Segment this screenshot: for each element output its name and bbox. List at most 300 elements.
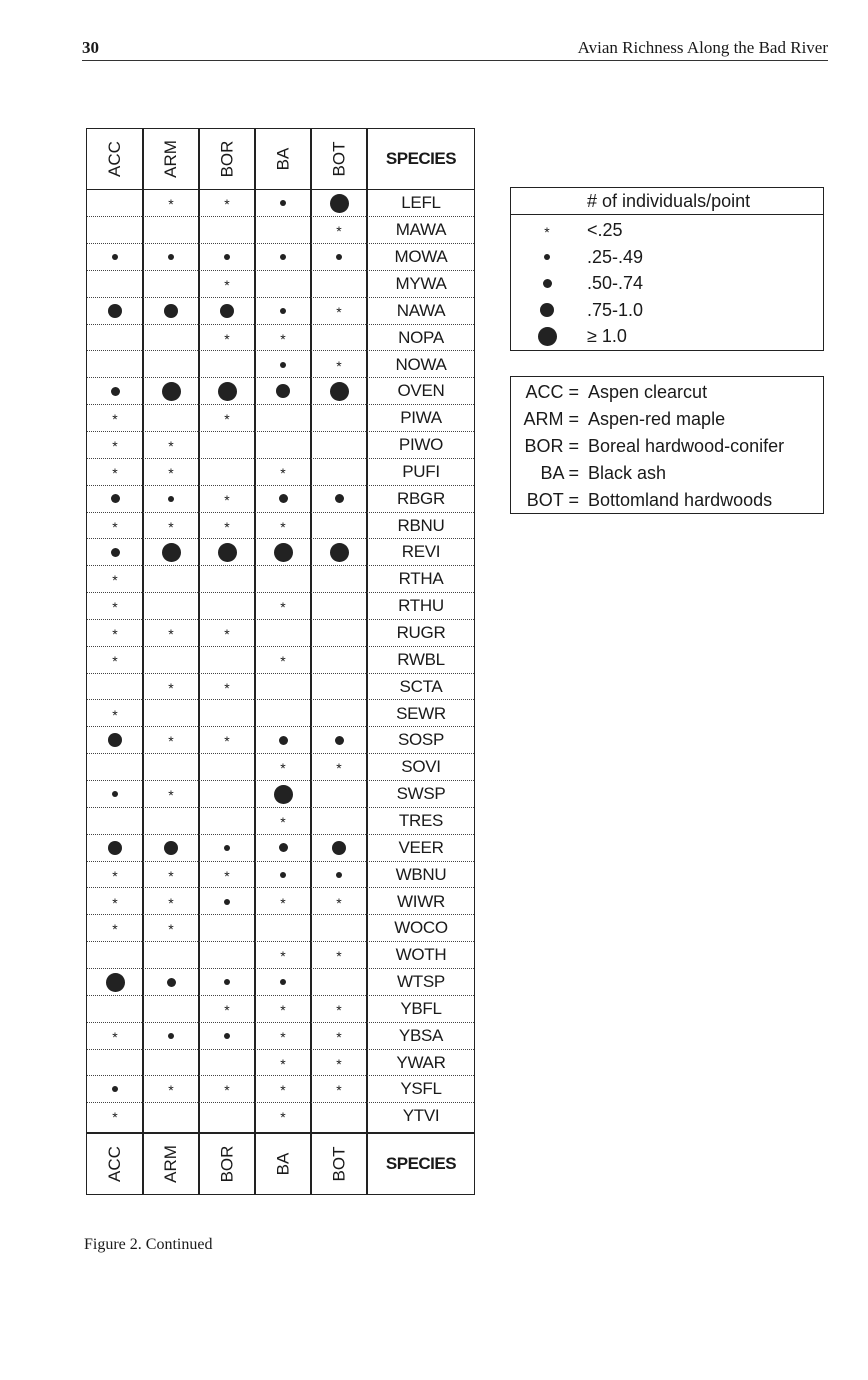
abundance-star: * — [336, 223, 342, 240]
table-cell-bot — [311, 217, 367, 244]
table-cell-bor — [199, 1076, 255, 1103]
table-cell-bor — [199, 485, 255, 512]
table-cell-bot — [311, 405, 367, 432]
table-cell-arm — [143, 942, 199, 969]
legend-label: <.25 — [587, 220, 623, 240]
footer-col-arm — [143, 1134, 199, 1194]
table-cell-bor — [199, 459, 255, 486]
table-cell-bot — [311, 485, 367, 512]
abundance-star: * — [336, 1028, 342, 1045]
table-cell-arm — [143, 673, 199, 700]
legend-label: .25-.49 — [587, 246, 644, 267]
table-cell-ba — [255, 888, 311, 915]
table-cell-ba — [255, 808, 311, 835]
table-cell-arm — [143, 190, 199, 217]
table-cell-ba — [255, 405, 311, 432]
running-title: Avian Richness Along the Bad River — [577, 38, 828, 57]
abundance-star: * — [280, 464, 286, 481]
legend-label: .50-.74 — [587, 273, 644, 293]
table-cell-ba — [255, 942, 311, 969]
table-cell-arm — [143, 217, 199, 244]
table-cell-ba — [255, 217, 311, 244]
abundance-dot-m — [335, 736, 344, 745]
legend-row — [511, 323, 823, 350]
abundance-star: * — [224, 196, 230, 213]
table-cell-bor — [199, 942, 255, 969]
table-cell-acc — [87, 351, 143, 378]
table-cell-arm — [143, 727, 199, 754]
table-cell-ba — [255, 834, 311, 861]
abundance-star: * — [112, 518, 118, 535]
header-col-label: ACC — [105, 141, 124, 177]
header-col-bor — [199, 129, 255, 189]
abundance-star: * — [336, 357, 342, 374]
legend-row — [511, 297, 823, 324]
table-cell-ba — [255, 593, 311, 620]
abundance-star: * — [224, 626, 230, 643]
table-cell-acc — [87, 1076, 143, 1103]
footer-col-bor — [199, 1134, 255, 1194]
footer-col-label: BA — [273, 1152, 292, 1176]
running-head — [82, 38, 828, 60]
table-cell-acc — [87, 432, 143, 459]
abundance-star: * — [112, 599, 118, 616]
table-cell-acc — [87, 969, 143, 996]
table-cell-bor — [199, 646, 255, 673]
abundance-star: * — [112, 894, 118, 911]
species-code: LEFL — [401, 193, 441, 213]
abundance-star: * — [336, 948, 342, 965]
table-cell-arm — [143, 969, 199, 996]
abundance-dot-m — [279, 843, 288, 852]
table-cell-ba — [255, 1076, 311, 1103]
abundance-star: * — [168, 787, 174, 804]
abundance-dot-s — [112, 254, 118, 260]
abundance-dot-l — [108, 733, 122, 747]
abundance-star: * — [168, 894, 174, 911]
table-cell-acc — [87, 620, 143, 647]
table-cell-bot — [311, 539, 367, 566]
abundance-star: * — [224, 518, 230, 535]
table-cell-arm — [143, 1076, 199, 1103]
abundance-dot-s — [224, 899, 230, 905]
table-cell-bot — [311, 297, 367, 324]
species-code: YWAR — [396, 1052, 446, 1072]
table-cell-bot — [311, 834, 367, 861]
abundance-dot-s — [336, 254, 342, 260]
table-cell-ba — [255, 271, 311, 298]
legend-row — [511, 270, 823, 297]
header-col-acc — [87, 129, 143, 189]
table-cell-arm — [143, 915, 199, 942]
table-cell-acc — [87, 646, 143, 673]
abundance-dot-s — [224, 845, 230, 851]
abbreviation-code: BOT = — [526, 490, 579, 510]
abbreviation-definition: Aspen-red maple — [588, 409, 726, 429]
species-code: NOWA — [395, 354, 447, 374]
abundance-star: * — [280, 813, 286, 830]
abbreviation-row — [511, 460, 823, 487]
abundance-star: * — [280, 599, 286, 616]
species-code: WIWR — [397, 891, 445, 911]
abbreviation-code: ACC = — [525, 382, 579, 402]
abbreviation-definition: Boreal hardwood-conifer — [588, 436, 785, 456]
table-cell-arm — [143, 566, 199, 593]
table-cell-bor — [199, 297, 255, 324]
abundance-star: * — [168, 518, 174, 535]
abbreviation-row — [511, 406, 823, 433]
abundance-dot-s — [280, 308, 286, 314]
abundance-star: * — [112, 1028, 118, 1045]
table-cell-bor — [199, 861, 255, 888]
table-cell-acc — [87, 271, 143, 298]
table-cell-acc — [87, 861, 143, 888]
table-cell-bot — [311, 620, 367, 647]
abundance-star: * — [224, 276, 230, 293]
species-code: WTSP — [397, 972, 445, 992]
table-cell-bor — [199, 244, 255, 271]
species-code: NAWA — [396, 300, 446, 320]
species-code: MOWA — [394, 247, 448, 267]
header-col-ba — [255, 129, 311, 189]
abundance-star: * — [168, 679, 174, 696]
legend-dot-xl — [538, 327, 557, 346]
abundance-dot-s — [336, 872, 342, 878]
abundance-star: * — [280, 1055, 286, 1072]
table-cell-arm — [143, 324, 199, 351]
table-cell-bor — [199, 834, 255, 861]
header-rule — [82, 60, 828, 61]
table-cell-ba — [255, 539, 311, 566]
abundance-dot-s — [280, 254, 286, 260]
table-cell-bot — [311, 942, 367, 969]
species-code: PIWO — [398, 435, 444, 455]
table-cell-acc — [87, 566, 143, 593]
abundance-star: * — [168, 626, 174, 643]
header-col-arm — [143, 129, 199, 189]
species-code: RTHU — [398, 596, 444, 616]
table-cell-acc — [87, 808, 143, 835]
footer-col-label: ARM — [161, 1145, 180, 1183]
abundance-dot-s — [280, 362, 286, 368]
table-cell-ba — [255, 1049, 311, 1076]
abundance-dot-xl — [274, 543, 293, 562]
species-code: SOVI — [401, 757, 441, 777]
abundance-star: * — [112, 867, 118, 884]
abundance-star: * — [224, 867, 230, 884]
table-cell-bor — [199, 754, 255, 781]
table-cell-ba — [255, 1103, 311, 1130]
table-cell-arm — [143, 646, 199, 673]
table-cell-acc — [87, 834, 143, 861]
abundance-star: * — [168, 196, 174, 213]
table-cell-arm — [143, 378, 199, 405]
table-cell-acc — [87, 754, 143, 781]
table-cell-bor — [199, 566, 255, 593]
table-cell-arm — [143, 432, 199, 459]
species-code: YSFL — [400, 1079, 442, 1099]
abundance-star: * — [224, 1082, 230, 1099]
table-cell-arm — [143, 512, 199, 539]
abundance-dot-xl — [218, 382, 237, 401]
abbreviation-definition: Black ash — [588, 463, 667, 483]
legend-label: ≥ 1.0 — [587, 326, 627, 346]
table-cell-ba — [255, 351, 311, 378]
table-cell-arm — [143, 1103, 199, 1130]
table-cell-ba — [255, 700, 311, 727]
table-cell-ba — [255, 915, 311, 942]
abundance-dot-s — [168, 496, 174, 502]
table-cell-bor — [199, 512, 255, 539]
table-cell-bor — [199, 620, 255, 647]
table-cell-bot — [311, 432, 367, 459]
table-cell-arm — [143, 808, 199, 835]
table-cell-acc — [87, 888, 143, 915]
abundance-dot-s — [112, 791, 118, 797]
table-cell-acc — [87, 244, 143, 271]
abundance-dot-l — [220, 304, 234, 318]
abundance-star: * — [168, 867, 174, 884]
footer-col-label: BOT — [328, 1146, 348, 1182]
table-cell-bot — [311, 808, 367, 835]
table-cell-acc — [87, 485, 143, 512]
table-cell-bor — [199, 1103, 255, 1130]
header-col-label: BOT — [328, 141, 348, 177]
abundance-dot-xl — [162, 543, 181, 562]
table-cell-bot — [311, 244, 367, 271]
legend-dot-m — [543, 279, 552, 288]
abundance-star: * — [280, 1109, 286, 1126]
species-code: REVI — [401, 542, 441, 562]
table-cell-arm — [143, 539, 199, 566]
abbreviation-definition: Aspen clearcut — [588, 382, 708, 402]
table-cell-bot — [311, 700, 367, 727]
abbreviation-row — [511, 487, 823, 514]
table-cell-acc — [87, 1103, 143, 1130]
abundance-dot-l — [332, 841, 346, 855]
species-code: MYWA — [395, 273, 447, 293]
table-cell-bot — [311, 781, 367, 808]
table-cell-bor — [199, 1049, 255, 1076]
legend-symbol — [531, 323, 563, 350]
abundance-star: * — [224, 1001, 230, 1018]
legend-dot-s — [544, 254, 550, 260]
abundance-star: * — [280, 760, 286, 777]
abundance-dot-s — [224, 979, 230, 985]
table-cell-bot — [311, 754, 367, 781]
table-cell-ba — [255, 485, 311, 512]
species-code: MAWA — [395, 220, 447, 240]
abundance-dot-s — [280, 872, 286, 878]
species-code: VEER — [398, 837, 444, 857]
table-cell-bot — [311, 727, 367, 754]
species-code: OVEN — [397, 381, 445, 401]
table-cell-acc — [87, 673, 143, 700]
table-cell-acc — [87, 378, 143, 405]
abundance-dot-s — [280, 979, 286, 985]
species-code: WOCO — [394, 918, 448, 938]
abundance-star: * — [280, 1001, 286, 1018]
species-code: PIWA — [400, 408, 442, 428]
legend-symbol — [531, 244, 563, 271]
footer-col-ba — [255, 1134, 311, 1194]
table-cell-bor — [199, 969, 255, 996]
table-cell-ba — [255, 673, 311, 700]
abundance-star: * — [280, 518, 286, 535]
abbreviation-definition: Bottomland hardwoods — [588, 490, 773, 510]
species-code: RTHA — [398, 569, 444, 589]
table-cell-bor — [199, 673, 255, 700]
table-cell-arm — [143, 351, 199, 378]
abundance-dot-xl — [162, 382, 181, 401]
species-code: SCTA — [399, 676, 443, 696]
legend-row — [511, 217, 823, 244]
abundance-dot-l — [164, 304, 178, 318]
table-cell-arm — [143, 1022, 199, 1049]
abundance-legend-title: # of individuals/point — [511, 188, 823, 215]
table-cell-acc — [87, 781, 143, 808]
table-cell-acc — [87, 593, 143, 620]
page-number: 30 — [82, 38, 99, 57]
table-cell-ba — [255, 754, 311, 781]
abundance-dot-s — [168, 1033, 174, 1039]
table-cell-ba — [255, 378, 311, 405]
table-cell-acc — [87, 942, 143, 969]
table-cell-ba — [255, 646, 311, 673]
table-cell-bor — [199, 324, 255, 351]
table-cell-arm — [143, 620, 199, 647]
footer-col-label: BOR — [217, 1145, 236, 1183]
table-cell-arm — [143, 1049, 199, 1076]
abundance-star: * — [280, 330, 286, 347]
table-cell-bor — [199, 781, 255, 808]
abundance-dot-xl — [330, 382, 349, 401]
species-code: TRES — [398, 810, 444, 830]
abundance-star: * — [168, 1082, 174, 1099]
table-cell-ba — [255, 459, 311, 486]
abundance-dot-m — [111, 494, 120, 503]
table-cell-bot — [311, 512, 367, 539]
table-cell-bor — [199, 808, 255, 835]
table-cell-bor — [199, 915, 255, 942]
abundance-star: * — [336, 1082, 342, 1099]
abundance-dot-xl — [330, 194, 349, 213]
table-cell-bot — [311, 888, 367, 915]
abundance-star: * — [112, 464, 118, 481]
table-cell-bot — [311, 459, 367, 486]
species-code: NOPA — [398, 327, 444, 347]
table-cell-arm — [143, 244, 199, 271]
table-cell-bor — [199, 378, 255, 405]
table-cell-arm — [143, 485, 199, 512]
abbreviation-code: ARM = — [523, 409, 579, 429]
legend-row — [511, 244, 823, 271]
table-cell-acc — [87, 996, 143, 1023]
header-col-label: BA — [273, 147, 292, 171]
table-cell-arm — [143, 459, 199, 486]
table-cell-acc — [87, 405, 143, 432]
abundance-dot-xl — [106, 973, 125, 992]
species-code: YBFL — [400, 998, 442, 1018]
species-code: RBGR — [397, 488, 445, 508]
abundance-star: * — [224, 733, 230, 750]
table-cell-acc — [87, 512, 143, 539]
abundance-star: * — [112, 626, 118, 643]
table-cell-bot — [311, 190, 367, 217]
table-cell-acc — [87, 1049, 143, 1076]
table-cell-bot — [311, 378, 367, 405]
species-code: SOSP — [397, 730, 445, 750]
figure-caption: Figure 2. Continued — [84, 1236, 213, 1253]
species-code: RBNU — [397, 515, 445, 535]
species-code: SEWR — [396, 703, 446, 723]
table-cell-bot — [311, 969, 367, 996]
habitat-abbreviation-legend — [510, 376, 824, 514]
abundance-star: * — [112, 921, 118, 938]
legend-symbol — [531, 270, 563, 297]
abundance-star: * — [224, 330, 230, 347]
table-cell-arm — [143, 405, 199, 432]
abundance-star: * — [112, 411, 118, 428]
table-cell-ba — [255, 190, 311, 217]
header-col-bot — [311, 129, 367, 189]
table-cell-arm — [143, 271, 199, 298]
abundance-star: * — [336, 1001, 342, 1018]
abundance-star: * — [280, 1082, 286, 1099]
table-cell-bot — [311, 566, 367, 593]
abundance-star: * — [336, 894, 342, 911]
footer-col-acc — [87, 1134, 143, 1194]
table-cell-ba — [255, 512, 311, 539]
species-code: RWBL — [397, 649, 445, 669]
table-cell-bor — [199, 405, 255, 432]
table-cell-ba — [255, 727, 311, 754]
table-cell-acc — [87, 1022, 143, 1049]
abundance-legend — [510, 187, 824, 351]
abundance-star: * — [112, 706, 118, 723]
table-cell-bor — [199, 700, 255, 727]
abundance-dot-m — [111, 548, 120, 557]
table-cell-arm — [143, 754, 199, 781]
abundance-dot-s — [224, 254, 230, 260]
abundance-dot-m — [167, 978, 176, 987]
table-cell-bor — [199, 190, 255, 217]
abundance-star: * — [168, 438, 174, 455]
table-cell-bot — [311, 1022, 367, 1049]
table-cell-ba — [255, 996, 311, 1023]
abundance-star: * — [112, 652, 118, 669]
footer-species-label: SPECIES — [385, 1154, 457, 1173]
abundance-dot-l — [108, 304, 122, 318]
table-cell-ba — [255, 432, 311, 459]
table-cell-bot — [311, 324, 367, 351]
abundance-star: * — [168, 733, 174, 750]
table-cell-bot — [311, 861, 367, 888]
species-code: YTVI — [402, 1106, 440, 1126]
abundance-dot-m — [335, 494, 344, 503]
abundance-star: * — [168, 921, 174, 938]
table-cell-bot — [311, 1049, 367, 1076]
legend-label: .75-1.0 — [587, 299, 644, 320]
table-cell-ba — [255, 620, 311, 647]
table-cell-acc — [87, 539, 143, 566]
species-code: RUGR — [396, 623, 446, 643]
table-cell-arm — [143, 781, 199, 808]
table-cell-bot — [311, 915, 367, 942]
table-cell-bot — [311, 1076, 367, 1103]
table-cell-bor — [199, 996, 255, 1023]
table-cell-arm — [143, 297, 199, 324]
